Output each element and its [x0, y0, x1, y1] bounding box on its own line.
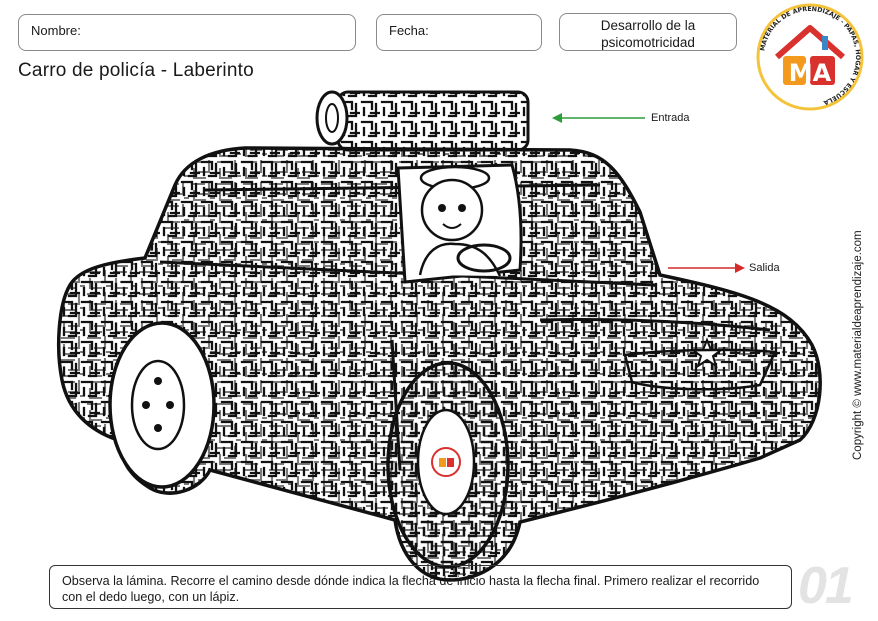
subject-line-1: Desarrollo de la: [600, 18, 696, 33]
driver-window: [398, 165, 521, 282]
page-number: 01: [798, 557, 852, 615]
page-title: Carro de policía - Laberinto: [18, 60, 254, 81]
copyright-text: Copyright © www.materialdeaprendizaje.com: [852, 230, 864, 460]
instructions-box: [49, 565, 792, 609]
rear-wheel: [110, 323, 214, 487]
front-wheel: [388, 363, 508, 567]
date-label: Fecha:: [389, 23, 429, 38]
subject-line-2: psicomotricidad: [601, 35, 695, 50]
logo-ring-text: MATERIAL DE APRENDIZAJE - PAPAS, HOGAR Y ESCUELA: [759, 5, 862, 106]
instructions-text: Observa la lámina. Recorre el camino desde dónde indica la flecha de inicio hasta la flecha final. Primero realizar el recorrido con el dedo luego, con un lápiz.: [62, 574, 760, 604]
entry-arrow: [552, 113, 645, 123]
exit-arrow: [668, 263, 745, 273]
logo-letters: MA: [788, 59, 832, 87]
name-label: Nombre:: [31, 23, 81, 38]
siren-maze: [317, 92, 528, 150]
entry-label: Entrada: [651, 112, 690, 124]
exit-label: Salida: [749, 262, 780, 274]
